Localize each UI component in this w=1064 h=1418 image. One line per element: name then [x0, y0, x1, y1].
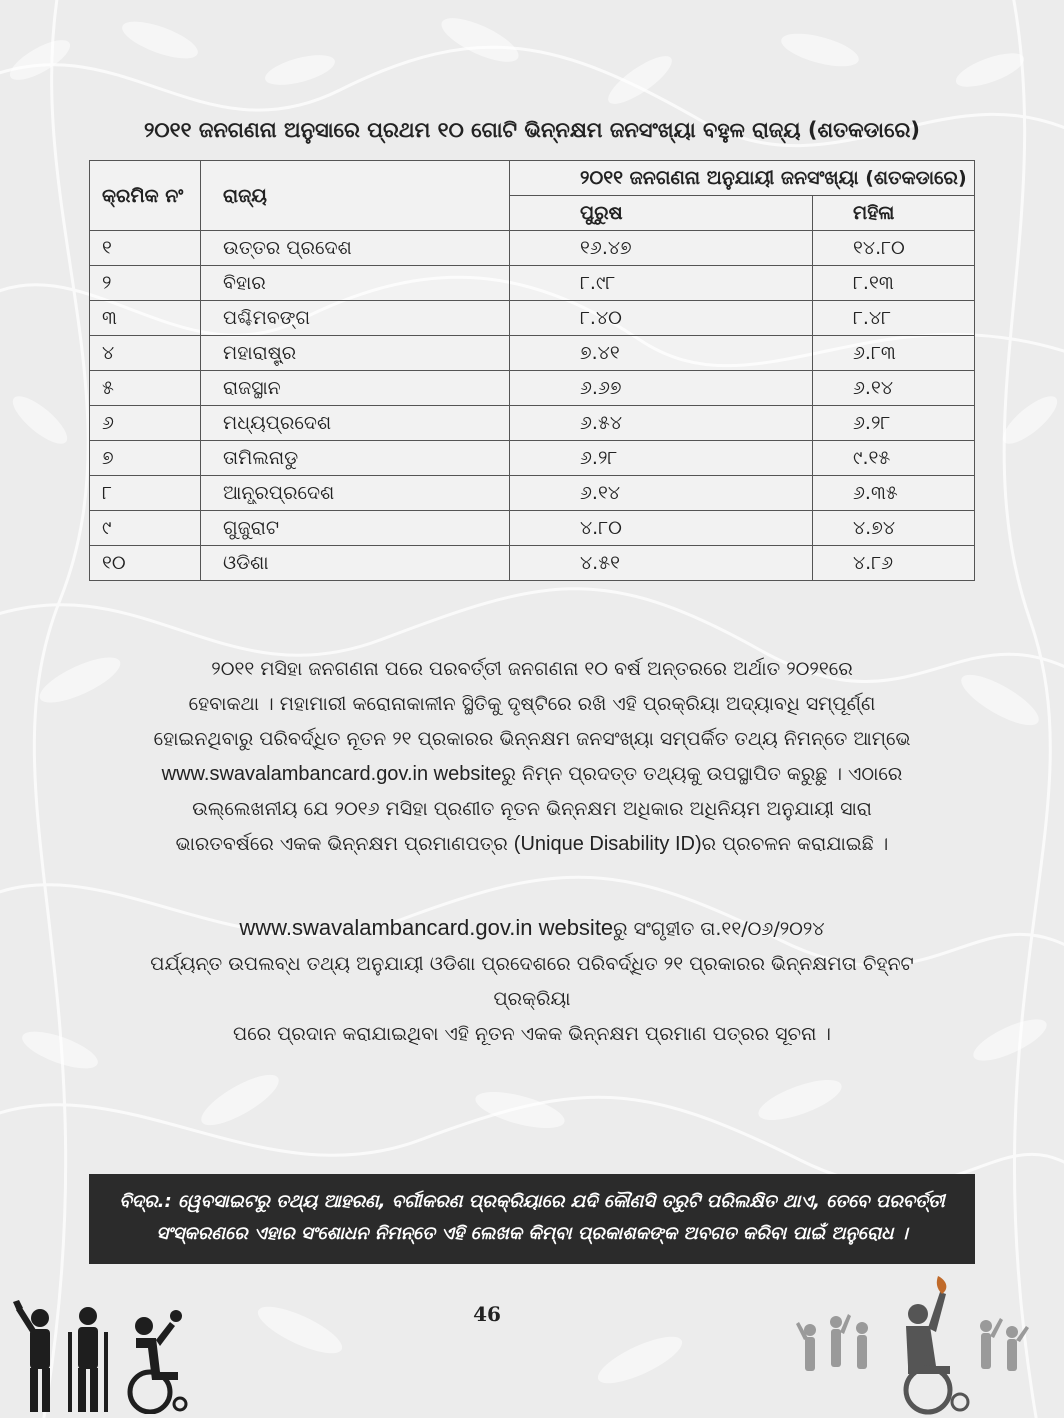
cell-female: ୮.୧୩ — [813, 266, 975, 301]
udid-text: (Unique Disability ID) — [513, 833, 702, 855]
cell-female: ୬.୩୫ — [813, 476, 975, 511]
table-row — [90, 371, 975, 406]
cell-male: ୬.୧୪ — [510, 476, 813, 511]
header-population-group: ୨୦୧୧ ଜନଗଣନା ଅନୁଯାୟୀ ଜନସଂଖ୍ୟା (ଶତକଡାରେ) — [510, 161, 975, 196]
table-header-row — [90, 161, 975, 196]
header-female: ମହିଳା — [813, 196, 975, 231]
paragraph-census-info — [110, 652, 954, 862]
table-row — [90, 476, 975, 511]
cell-serial: ୨ — [90, 266, 201, 301]
cell-male: ୪.୮୦ — [510, 511, 813, 546]
cell-state: ମଧ୍ୟପ୍ରଦେଶ — [201, 406, 510, 441]
header-serial: କ୍ରମିକ ନଂ — [90, 161, 201, 231]
table-row — [90, 441, 975, 476]
paragraph-line — [110, 757, 954, 792]
paragraph-line: ୨୦୧୧ ମସିହା ଜନଗଣନା ପରେ ପରବର୍ତ୍ତୀ ଜନଗଣନା ୧୦ ବର୍ଷ ଅନ୍ତରରେ ଅର୍ଥାତ ୨୦୨୧ରେ — [211, 658, 853, 680]
people-with-disabilities-icon — [10, 1296, 190, 1414]
cell-male: ୭.୪୧ — [510, 336, 813, 371]
paragraph-line: ଉଲ୍ଲେଖନୀୟ ଯେ ୨୦୧୬ ମସିହା ପ୍ରଣୀତ ନୂତନ ଭିନ୍ନକ୍ଷମ ଅଧିକାର ଅଧିନିୟମ ଅନୁଯାୟୀ ସାରା — [192, 798, 872, 820]
note-line: ସଂସ୍କରଣରେ ଏହାର ସଂଶୋଧନ ନିମନ୍ତେ ଏହି ଲେଖକ କିମ୍ବା ପ୍ରକାଶକଙ୍କ ଅବଗତ କରିବା ପାଇଁ ଅନୁରୋଧ । — [156, 1223, 908, 1244]
cell-serial: ୯ — [90, 511, 201, 546]
cell-female: ୪.୮୬ — [813, 546, 975, 581]
cell-female: ୬.୧୪ — [813, 371, 975, 406]
cell-state: ବିହାର — [201, 266, 510, 301]
note-line: ବିଦ୍ର.: ୱେବସାଇଟରୁ ତଥ୍ୟ ଆହରଣ, ବର୍ଗୀକରଣ ପ୍ରକ୍ରିୟାରେ ଯଦି କୌଣସି ତ୍ରୁଟି ପରିଲକ୍ଷିତ ଥାଏ, ତେବେ ପରବର୍ତ୍ତୀ — [119, 1191, 945, 1212]
website-link[interactable]: www.swavalambancard.gov.in website — [161, 763, 502, 785]
paragraph-line: ହୋଇନଥିବାରୁ ପରିବର୍ଦ୍ଧିତ ନୂତନ ୨୧ ପ୍ରକାରର ଭିନ୍ନକ୍ଷମ ଜନସଂଖ୍ୟା ସମ୍ପର୍କିତ ତଥ୍ୟ ନିମନ୍ତେ ଆମ୍ଭେ — [153, 728, 911, 750]
table-row — [90, 336, 975, 371]
wheelchair-torch-crowd-icon — [790, 1270, 1050, 1416]
table-row — [90, 406, 975, 441]
cell-serial: ୧୦ — [90, 546, 201, 581]
cell-female: ୮.୪୮ — [813, 301, 975, 336]
cell-female: ୧୪.୮୦ — [813, 231, 975, 266]
paragraph-text: ରୁ ସଂଗୃହୀତ ତା.୧୧/୦୬/୨୦୨୪ — [613, 918, 825, 940]
disclaimer-note — [89, 1174, 975, 1264]
paragraph-line: ହେବାକଥା । ମହାମାରୀ କରୋନାକାଳୀନ ସ୍ଥିତିକୁ ଦୃଷ୍ଟିରେ ରଖି ଏହି ପ୍ରକ୍ରିୟା ଅଦ୍ୟାବଧି ସମ୍ପୂର୍ଣ୍ଣ — [188, 693, 876, 715]
cell-state: ଓଡିଶା — [201, 546, 510, 581]
cell-state: ତାମିଲନାଡୁ — [201, 441, 510, 476]
cell-state: ପଶ୍ଚିମବଙ୍ଗ — [201, 301, 510, 336]
cell-state: ଆନ୍ଧ୍ରପ୍ରଦେଶ — [201, 476, 510, 511]
paragraph-text: ରୁ ନିମ୍ନ ପ୍ରଦତ୍ତ ତଥ୍ୟକୁ ଉପସ୍ଥାପିତ କରୁଛୁ । ଏଠାରେ — [501, 763, 903, 785]
cell-state: ମହାରାଷ୍ଟ୍ର — [201, 336, 510, 371]
cell-male: ୬.୫୪ — [510, 406, 813, 441]
paragraph-line: ପର୍ଯ୍ୟନ୍ତ ଉପଲବ୍ଧ ତଥ୍ୟ ଅନୁଯାୟୀ ଓଡିଶା ପ୍ରଦେଶରେ ପରିବର୍ଦ୍ଧିତ ୨୧ ପ୍ରକାରର ଭିନ୍ନକ୍ଷମତା ଚିହ୍ନଟ ପ୍ରକ୍ରିୟା — [150, 953, 914, 1010]
website-link[interactable]: www.swavalambancard.gov.in website — [239, 915, 614, 940]
table-row — [90, 301, 975, 336]
paragraph-line — [110, 827, 954, 862]
cell-female: ୯.୧୫ — [813, 441, 975, 476]
header-state: ରାଜ୍ୟ — [201, 161, 510, 231]
table-row — [90, 231, 975, 266]
page-number: 46 — [473, 1302, 501, 1326]
table-row — [90, 266, 975, 301]
paragraph-text: ର ପ୍ରଚଳନ କରାଯାଇଛି । — [701, 833, 889, 855]
cell-female: ୬.୮୩ — [813, 336, 975, 371]
paragraph-source-info — [110, 910, 954, 1052]
cell-male: ୬.୨୮ — [510, 441, 813, 476]
cell-serial: ୭ — [90, 441, 201, 476]
cell-serial: ୩ — [90, 301, 201, 336]
cell-female: ୬.୨୮ — [813, 406, 975, 441]
cell-female: ୪.୭୪ — [813, 511, 975, 546]
table-row — [90, 511, 975, 546]
cell-serial: ୧ — [90, 231, 201, 266]
disability-population-table — [89, 160, 975, 581]
cell-serial: ୫ — [90, 371, 201, 406]
cell-male: ୪.୫୧ — [510, 546, 813, 581]
cell-serial: ୬ — [90, 406, 201, 441]
cell-state: ଉତ୍ତର ପ୍ରଦେଶ — [201, 231, 510, 266]
cell-serial: ୮ — [90, 476, 201, 511]
table-row — [90, 546, 975, 581]
cell-male: ୮.୯୮ — [510, 266, 813, 301]
cell-state: ଗୁଜୁରାଟ — [201, 511, 510, 546]
cell-state: ରାଜସ୍ଥାନ — [201, 371, 510, 406]
paragraph-text: ଭାରତବର୍ଷରେ ଏକକ ଭିନ୍ନକ୍ଷମ ପ୍ରମାଣପତ୍ର — [175, 833, 514, 855]
paragraph-line: ପରେ ପ୍ରଦାନ କରାଯାଇଥିବା ଏହି ନୂତନ ଏକକ ଭିନ୍ନକ୍ଷମ ପ୍ରମାଣ ପତ୍ରର ସୂଚନା । — [233, 1023, 831, 1045]
paragraph-line — [110, 910, 954, 947]
table-title: ୨୦୧୧ ଜନଗଣନା ଅନୁସାରେ ପ୍ରଥମ ୧୦ ଗୋଟି ଭିନ୍ନକ୍ଷମ ଜନସଂଖ୍ୟା ବହୁଳ ରାଜ୍ୟ (ଶତକଡାରେ) — [143, 118, 921, 142]
cell-serial: ୪ — [90, 336, 201, 371]
cell-male: ୬.୬୭ — [510, 371, 813, 406]
header-male: ପୁରୁଷ — [510, 196, 813, 231]
cell-male: ୧୬.୪୭ — [510, 231, 813, 266]
cell-male: ୮.୪୦ — [510, 301, 813, 336]
